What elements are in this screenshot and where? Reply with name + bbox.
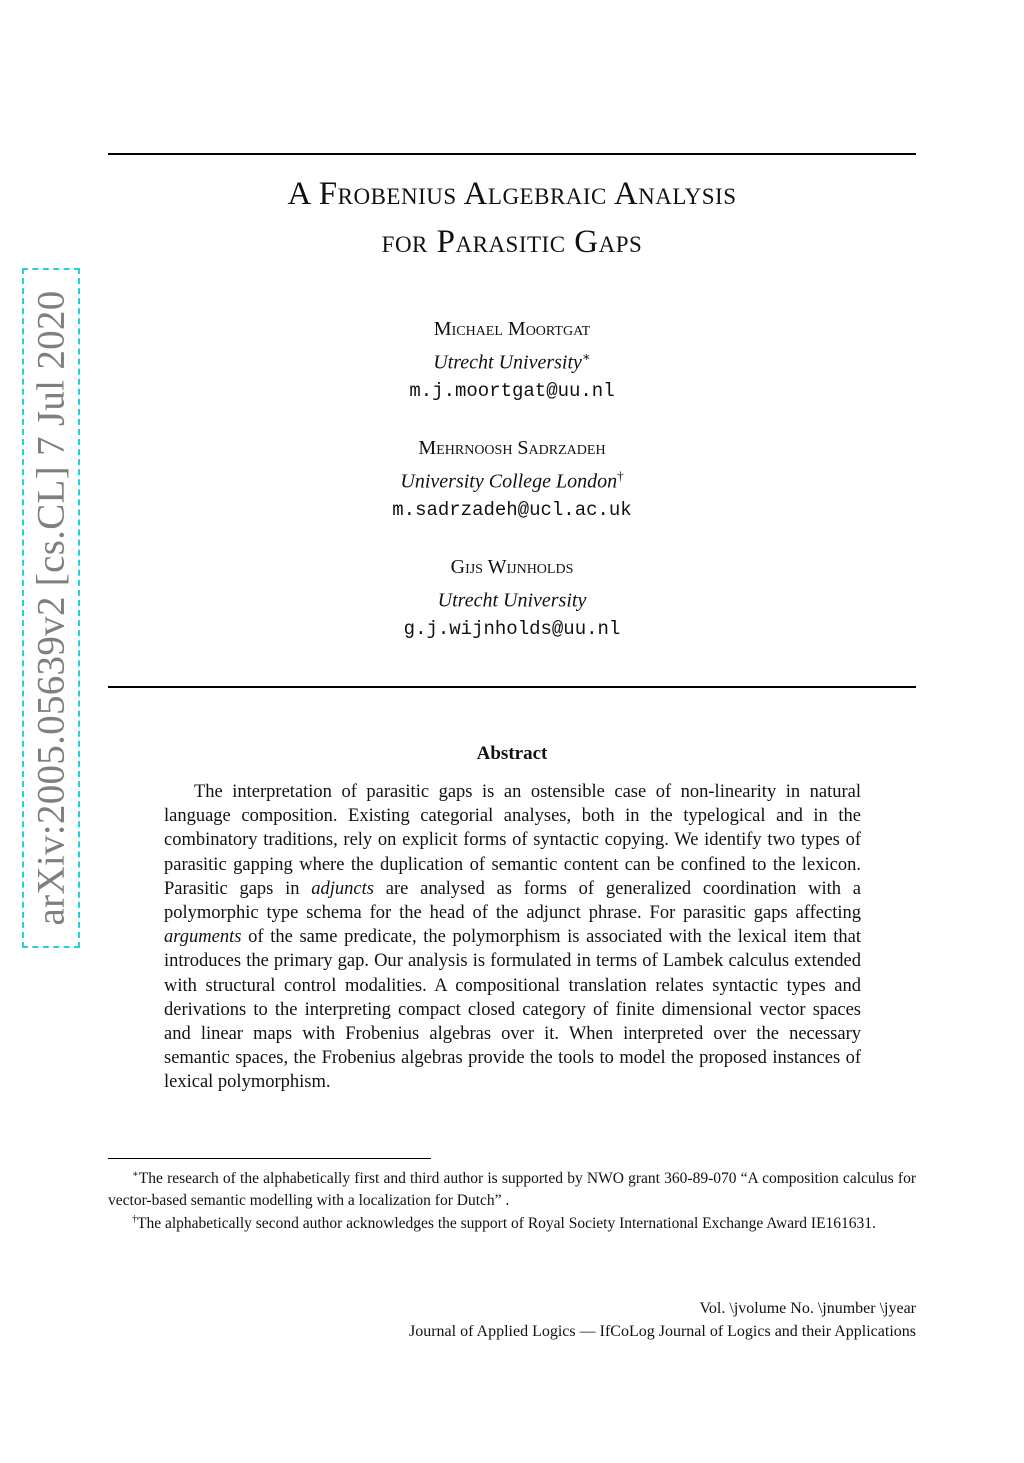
footnote-marker: ∗ [132,1169,139,1180]
author-affiliation: University College London† [400,468,624,493]
journal-name: Journal of Applied Logics — IfCoLog Journal of Logics and their Applications [408,1323,916,1340]
abstract-heading: Abstract [476,743,548,764]
author-block-1 [108,315,916,405]
footnote-marker: † [132,1214,137,1225]
author-email: m.j.moortgat@uu.nl [409,379,615,402]
paper-title-line-1: A Frobenius Algebraic Analysis [287,176,737,212]
arxiv-identifier: arXiv:2005.05639v2 [cs.CL] 7 Jul 2020 [29,290,73,926]
footnote-1: ∗The research of the alphabetically first and third author is supported by NWO grant 360-89-070 “A composition calculus for vector-based semantic modelling with a localization for Dutch” . [108,1169,916,1210]
footnote-rule [108,1158,431,1159]
author-affiliation: Utrecht University [437,589,587,612]
author-block-3 [108,553,916,643]
author-block-2 [108,434,916,524]
author-name: Gijs Wijnholds [450,556,574,578]
abstract-body: The interpretation of parasitic gaps is an ostensible case of non-linearity in natural language composition. Existing categorial analyses, both in the typelogical and in the combinatory traditions, rely on explicit forms of syntactic copying. We identify two types of parasitic gapping where the duplication of semantic content can be confined to the lexicon. Parasitic gaps in adjuncts are analysed as forms of generalized coordination with a polymorphic type schema for the head of the adjunct phrase. For parasitic gaps affecting arguments of the same predicate, the polymorphism is associated with the lexical item that introduces the primary gap. Our analysis is formulated in terms of Lambek calculus extended with structural control modalities. A compositional translation relates syntactic types and derivations to the interpreting compact closed category of finite dimensional vector spaces and linear maps with Frobenius algebras over it. When interpreted over the necessary semantic spaces, the Frobenius algebras provide the tools to model the proposed instances of lexical polymorphism. [164,782,861,1093]
author-name: Michael Moortgat [433,318,591,340]
paper-title-line-2: for Parasitic Gaps [381,224,643,260]
footnote-marker: ∗ [581,349,591,364]
author-email: g.j.wijnholds@uu.nl [403,617,621,640]
author-affiliation: Utrecht University∗ [433,349,591,374]
author-name: Mehrnoosh Sadrzadeh [418,437,606,459]
journal-volume-line: Vol. \jvolume No. \jnumber \jyear [699,1300,916,1317]
top-rule [108,153,916,155]
footnote-2: †The alphabetically second author acknowledges the support of Royal Society International Exchange Award IE161631. [132,1214,876,1233]
emphasis-arguments: arguments [164,927,242,948]
emphasis-adjuncts: adjuncts [311,878,374,899]
title-bottom-rule [108,686,916,688]
author-email: m.sadrzadeh@ucl.ac.uk [392,498,632,521]
footnote-marker: † [617,468,624,483]
